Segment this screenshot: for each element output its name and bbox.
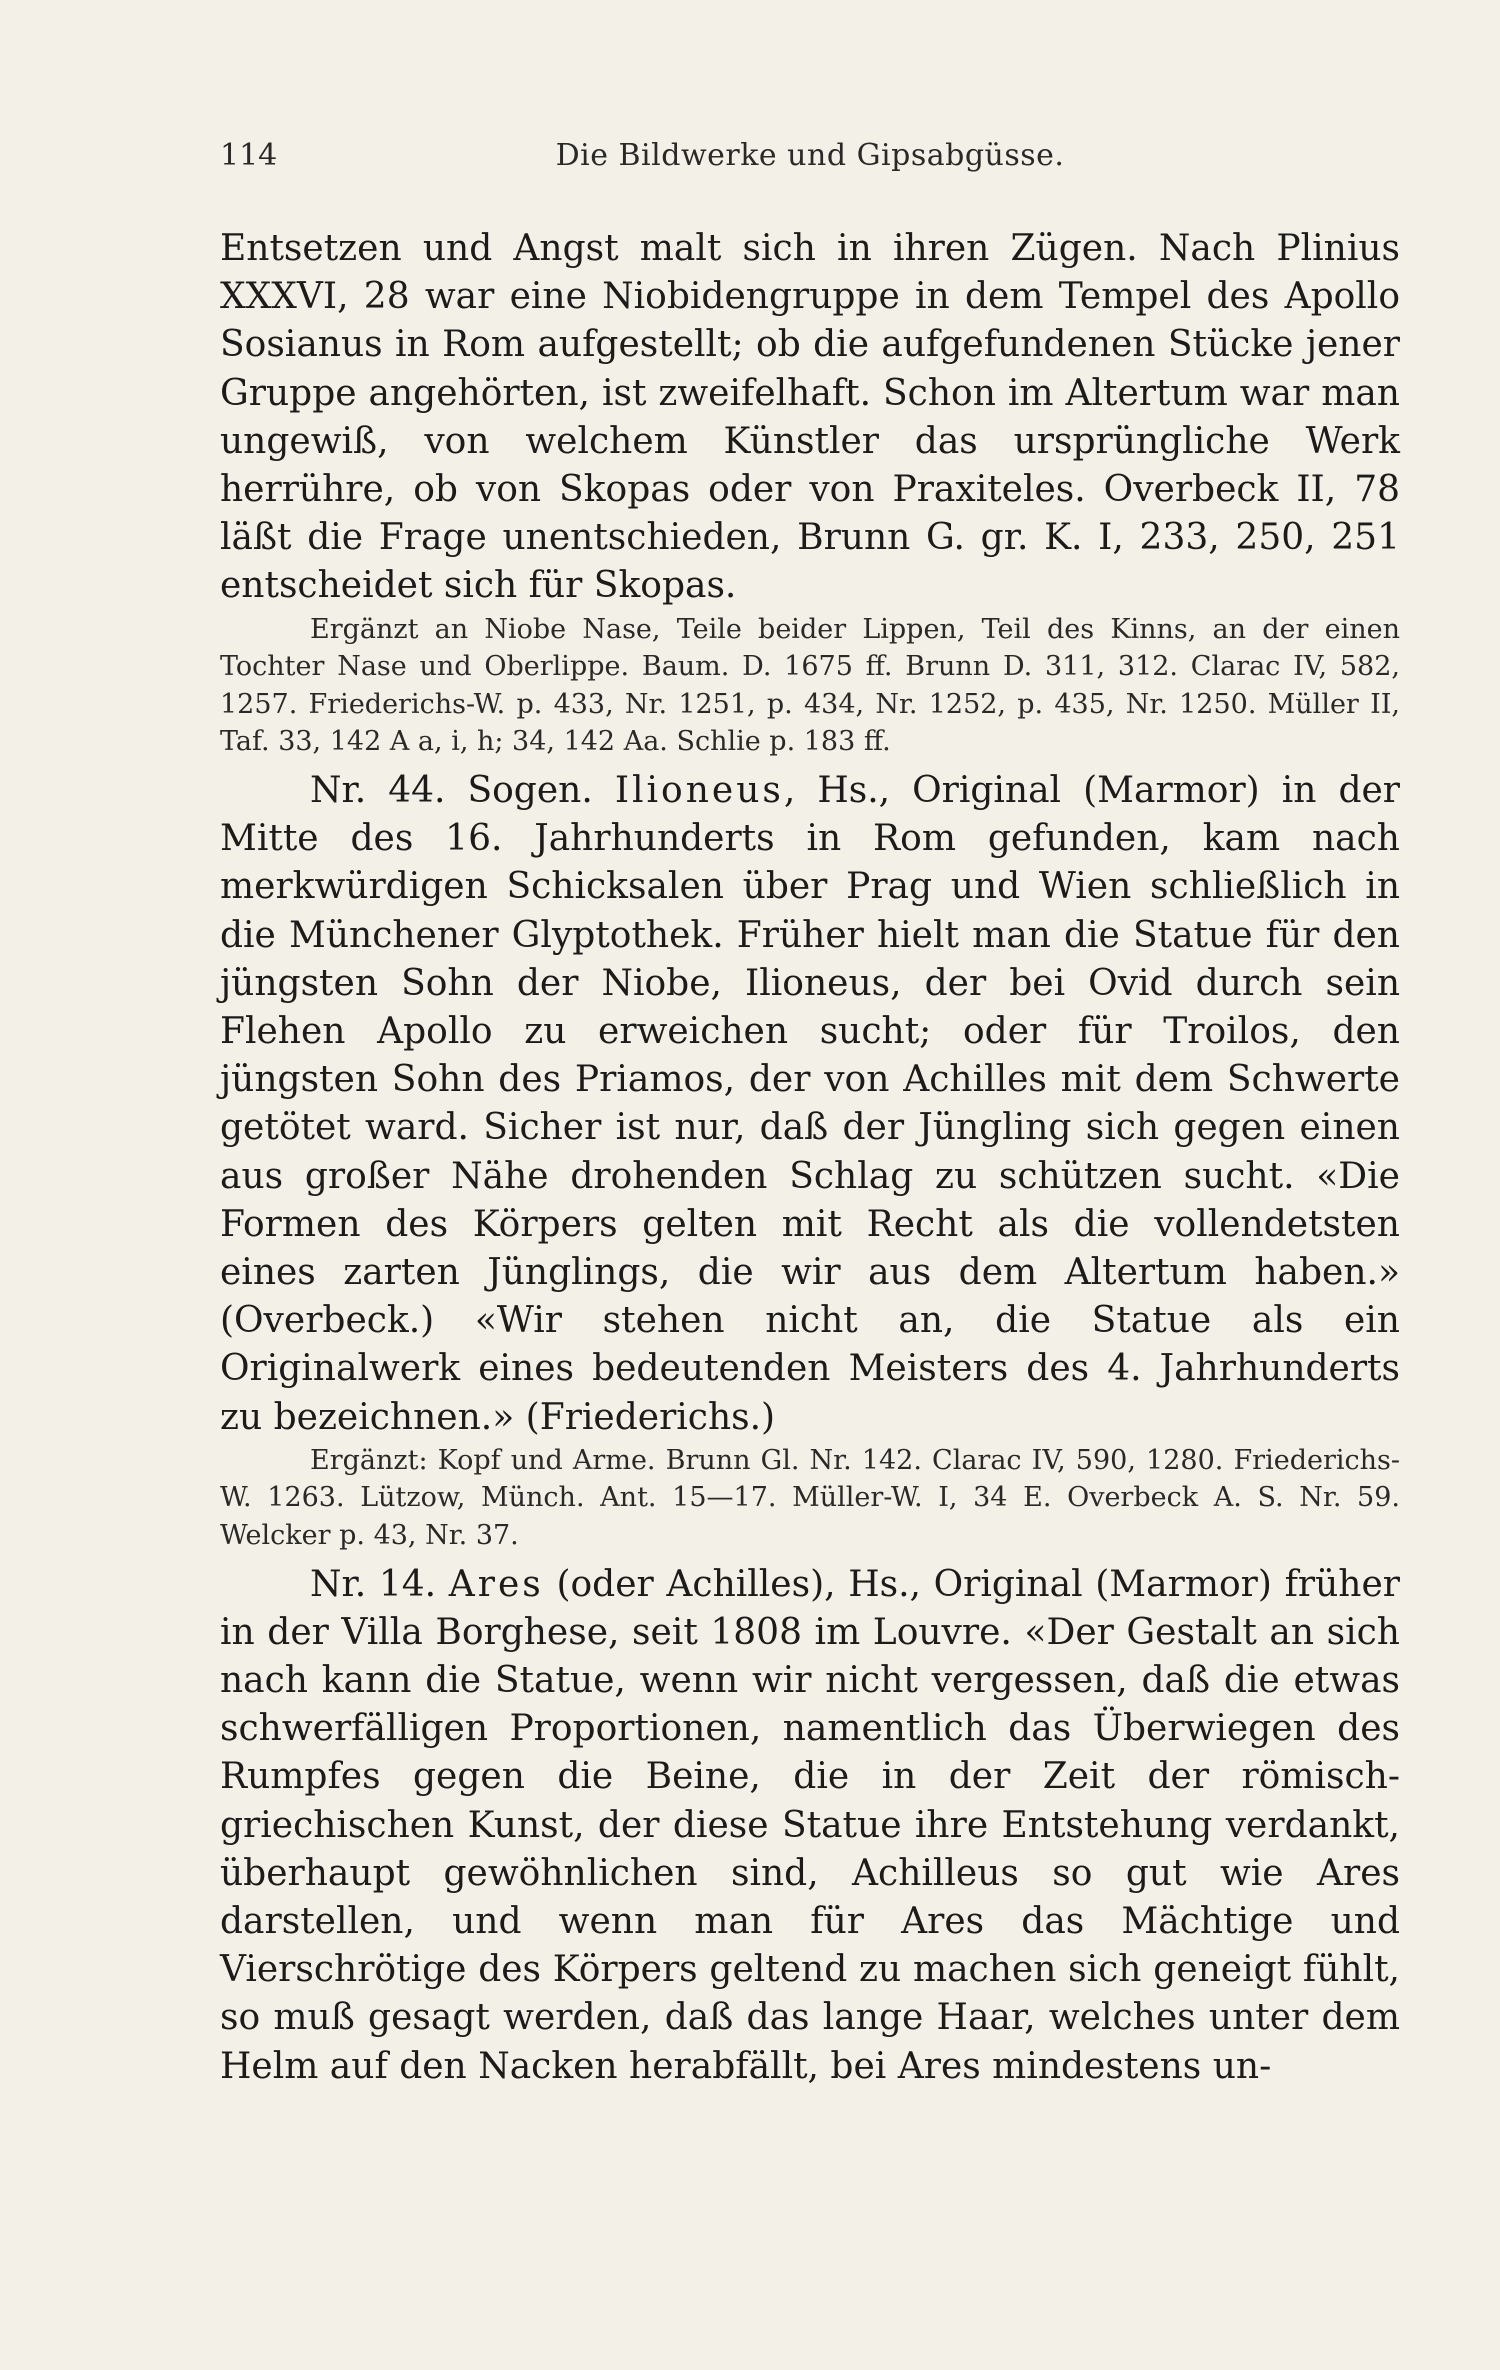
footnote-niobe-references: Ergänzt an Niobe Nase, Teile beider Lippen, Teil des Kinns, an der einen Tochter Nase und Oberlippe. Baum. D. 1675 ff. Brunn D. 311, 312. Clarac IV, 582, 1257. Friederichs-W. p. 433, Nr. 1251, p. 434, Nr. 1252, p. 435, Nr. 1250. Müller II, Taf. 33, 142 A a, i, h; 34, 142 Aa. Schlie p. 183 ff. — [220, 613, 1400, 758]
paragraph-ares — [220, 1561, 1400, 2091]
entry-text-ilioneus: , Hs., Original (Marmor) in der Mitte des 16. Jahrhunderts in Rom gefunden, kam nach merkwürdigen Schicksalen über Prag und Wien schließlich in die Münchener Glyptothek. Früher hielt man die Statue für den jüngsten Sohn der Niobe, Ilioneus, der bei Ovid durch sein Flehen Apollo zu erweichen sucht; oder für Troilos, den jüngsten Sohn des Priamos, der von Achilles mit dem Schwerte getötet ward. Sicher ist nur, daß der Jüngling sich gegen einen aus großer Nähe drohenden Schlag zu schützen sucht. «Die Formen des Körpers gelten mit Recht als die vollendetsten eines zarten Jünglings, die wir aus dem Altertum haben.» (Overbeck.) «Wir stehen nicht an, die Statue als ein Originalwerk eines bedeutenden Meisters des 4. Jahrhunderts zu bezeichnen.» (Friederichs.) — [220, 770, 1400, 1438]
running-title: Die Bildwerke und Gipsabgüsse. — [555, 138, 1065, 173]
footnote-ilioneus-references: Ergänzt: Kopf und Arme. Brunn Gl. Nr. 142. Clarac IV, 590, 1280. Friederichs-W. 1263. Lützow, Münch. Ant. 15—17. Müller-W. I, 34 E. Overbeck A. S. Nr. 59. Welcker p. 43, Nr. 37. — [220, 1444, 1400, 1552]
page-number: 114 — [220, 138, 278, 173]
paragraph-ilioneus — [220, 767, 1400, 1442]
entry-text-ares: (oder Achilles), Hs., Original (Marmor) früher in der Villa Borghese, seit 1808 im Louvre. «Der Gestalt an sich nach kann die Statue, wenn wir nicht vergessen, daß die etwas schwerfälligen Proportionen, namentlich das Überwiegen des Rumpfes gegen die Beine, die in der Zeit der römisch-griechischen Kunst, der diese Statue ihre Entstehung verdankt, überhaupt gewöhnlichen sind, Achilleus so gut wie Ares darstellen, und wenn man für Ares das Mächtige und Vierschrötige des Körpers geltend zu machen sich geneigt fühlt, so muß gesagt werden, daß das lange Haar, welches unter dem Helm auf den Nacken herabfällt, bei Ares mindestens un- — [220, 1563, 1400, 2087]
entry-title-ilioneus: Ilioneus — [614, 770, 784, 811]
entry-number-ares: Nr. 14. — [310, 1563, 437, 1605]
page-body — [220, 225, 1400, 2091]
entry-number-ilioneus: Nr. 44. Sogen. — [310, 770, 593, 811]
paragraph-niobe-continuation: Entsetzen und Angst malt sich in ihren Zügen. Nach Plinius XXXVI, 28 war eine Niobidengruppe in dem Tempel des Apollo Sosianus in Rom aufgestellt; ob die aufgefundenen Stücke jener Gruppe angehörten, ist zweifelhaft. Schon im Altertum war man ungewiß, von welchem Künstler das ursprüngliche Werk herrühre, ob von Skopas oder von Praxiteles. Overbeck II, 78 läßt die Frage unentschieden, Brunn G. gr. K. I, 233, 250, 251 entscheidet sich für Skopas. — [220, 228, 1400, 607]
entry-title-ares: Ares — [448, 1563, 544, 1605]
page-header — [220, 138, 1400, 188]
